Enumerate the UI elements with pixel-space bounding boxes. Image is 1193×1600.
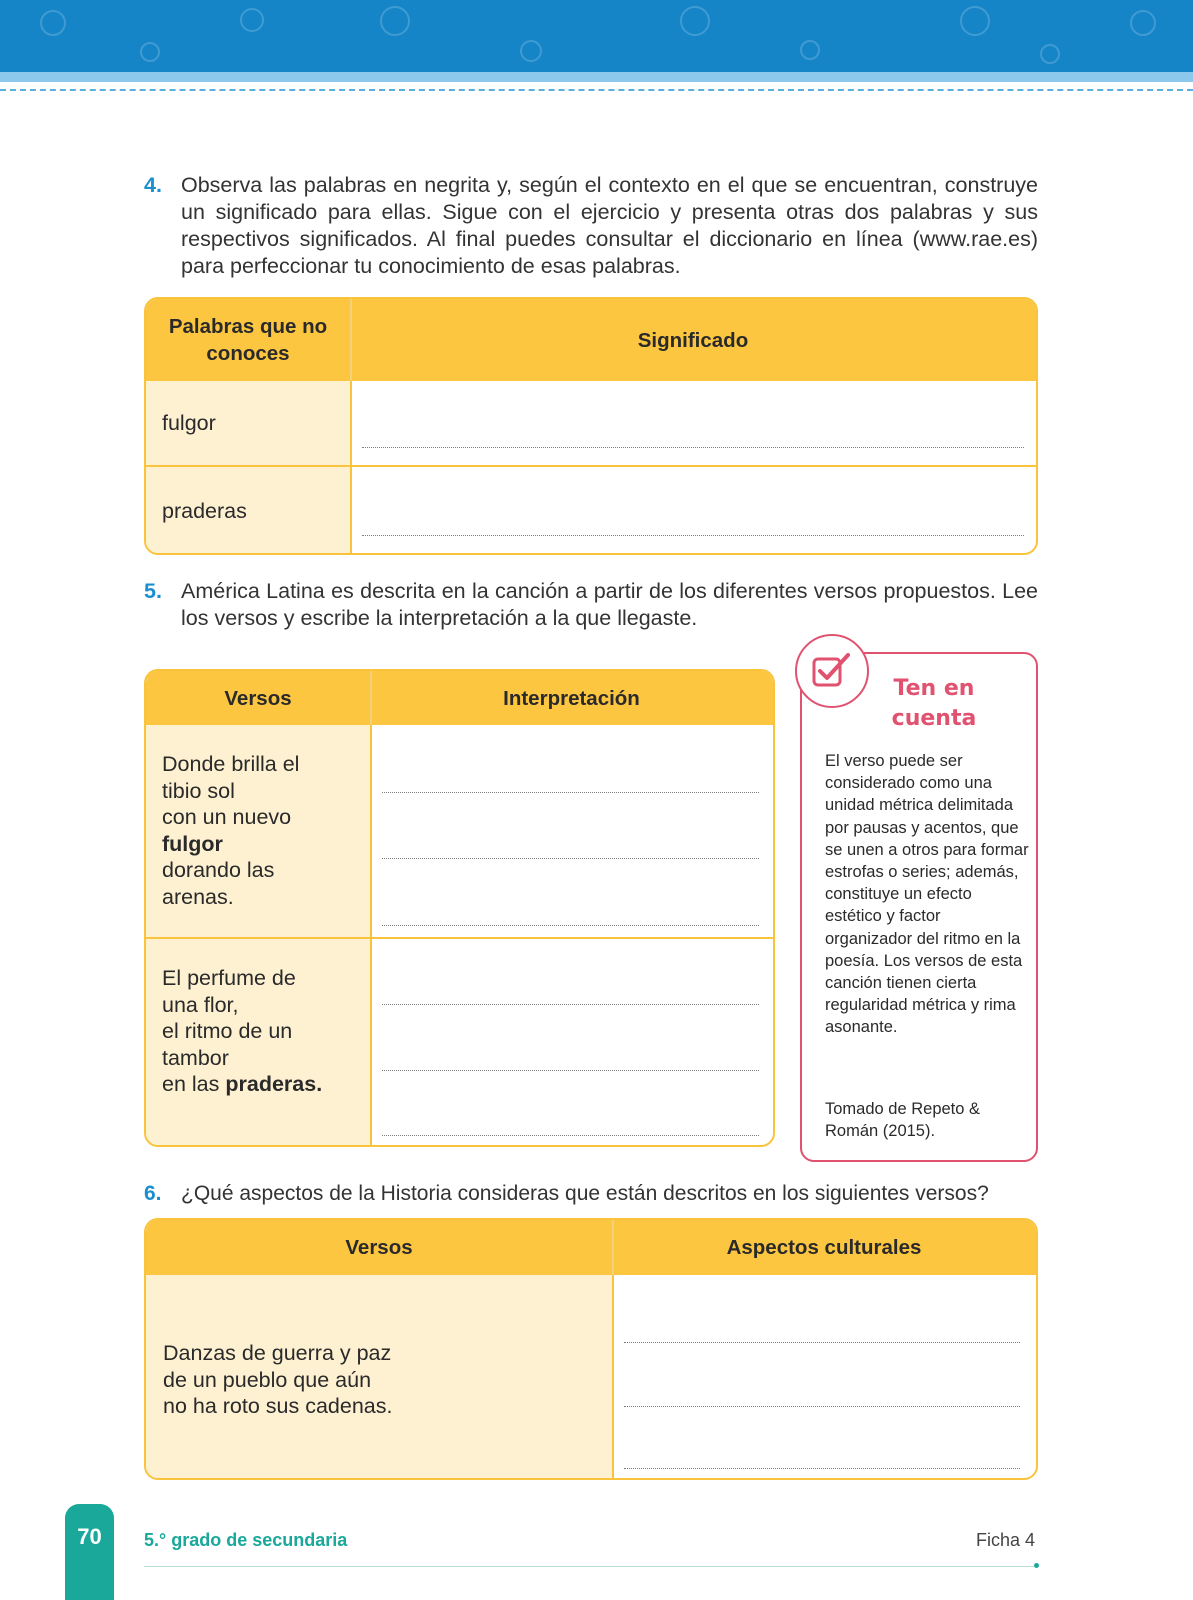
vocabulary-table <box>144 297 1038 555</box>
answer-line[interactable] <box>362 447 1024 448</box>
header-verses: Versos <box>345 1236 413 1259</box>
page-number: 70 <box>65 1504 114 1600</box>
question-text: ¿Qué aspectos de la Historia consideras que están descritos en los siguientes versos? <box>181 1182 989 1205</box>
verse-line: arenas. <box>162 884 234 909</box>
verse-line: el ritmo de un <box>162 1019 293 1043</box>
question-number: 4. <box>144 173 162 197</box>
verse-line: tibio sol <box>162 778 235 803</box>
answer-line[interactable] <box>382 858 759 859</box>
answer-line[interactable] <box>362 535 1024 536</box>
verse-cell <box>162 751 299 910</box>
verse-cell <box>162 965 322 1098</box>
word-cell: fulgor <box>162 411 216 435</box>
answer-line[interactable] <box>382 1135 759 1136</box>
footer-dot <box>1034 1563 1039 1568</box>
verse-line: tambor <box>162 1045 229 1070</box>
answer-line[interactable] <box>382 925 759 926</box>
verses-table <box>144 669 775 1147</box>
grade-label: 5.° grado de secundaria <box>144 1530 348 1550</box>
verse-line: de un pueblo que aún <box>163 1367 372 1392</box>
verse-line: no ha roto sus cadenas. <box>163 1394 393 1418</box>
tip-source: Tomado de Repeto & Román (2015). <box>825 1100 981 1141</box>
verse-cell <box>163 1340 393 1420</box>
question-text: América Latina es descrita en la canción a partir de los diferentes versos propuestos. Lee los versos y escribe la interpretación a la que llegaste. <box>181 579 1038 630</box>
verse-line: Danzas de guerra y paz <box>163 1341 392 1365</box>
footer-line <box>144 1566 1034 1567</box>
header-interpretation: Interpretación <box>503 686 640 710</box>
header-verses: Versos <box>224 686 292 710</box>
verse-line: una flor, <box>162 992 239 1017</box>
tip-title-line: Ten en <box>893 676 975 701</box>
header-dashed-line <box>0 89 1193 91</box>
table-header <box>146 671 773 725</box>
question-4 <box>144 172 1038 280</box>
verse-text: en las <box>162 1072 220 1096</box>
verse-line: con un nuevo <box>162 805 292 829</box>
tip-title-line: cuenta <box>891 706 977 731</box>
header-aspects: Aspectos culturales <box>726 1236 922 1259</box>
word-cell: praderas <box>162 499 247 523</box>
answer-line[interactable] <box>382 1070 759 1071</box>
culture-table <box>144 1218 1038 1480</box>
answer-line[interactable] <box>624 1406 1020 1407</box>
header-words: Palabras que no conoces <box>168 315 328 365</box>
ficha-label: Ficha 4 <box>975 1530 1035 1550</box>
header-banner <box>0 0 1193 72</box>
answer-line[interactable] <box>624 1468 1020 1469</box>
answer-line[interactable] <box>382 792 759 793</box>
tip-body: El verso puede ser considerado como una unidad métrica delimitada por pausas y acentos, que se unen a otros para formar estrofas o series; además, constituye un efecto estético y factor organizador del ritmo en la poesía. Los versos de esta canción tienen cierta regularidad métrica y rima asonante. <box>825 752 1029 1037</box>
header-meaning: Significado <box>637 328 749 352</box>
question-6 <box>144 1180 1038 1207</box>
answer-line[interactable] <box>624 1342 1020 1343</box>
verse-line: dorando las <box>162 858 275 882</box>
question-number: 6. <box>144 1182 162 1205</box>
verse-line: El perfume de <box>162 966 296 990</box>
question-number: 5. <box>144 579 162 603</box>
words-column <box>146 381 350 553</box>
verse-line <box>162 1071 322 1098</box>
answer-line[interactable] <box>382 1004 759 1005</box>
verse-line: Donde brilla el <box>162 752 300 776</box>
question-5 <box>144 578 1038 632</box>
header-strip <box>0 72 1193 82</box>
question-text: Observa las palabras en negrita y, según el contexto en el que se encuentran, construye un significado para ellas. Sigue con el ejercicio y presenta otras dos palabras y sus respectivos significados. Al final puedes consultar el diccionario en línea (www.rae.es) para perfeccionar tu conocimiento de esas palabras. <box>181 173 1038 278</box>
checkbox-icon <box>795 634 869 708</box>
bold-word: praderas. <box>225 1072 323 1096</box>
bold-word: fulgor <box>162 831 223 856</box>
table-header <box>146 299 1036 381</box>
tip-title <box>864 674 1004 734</box>
table-header <box>146 1220 1036 1275</box>
